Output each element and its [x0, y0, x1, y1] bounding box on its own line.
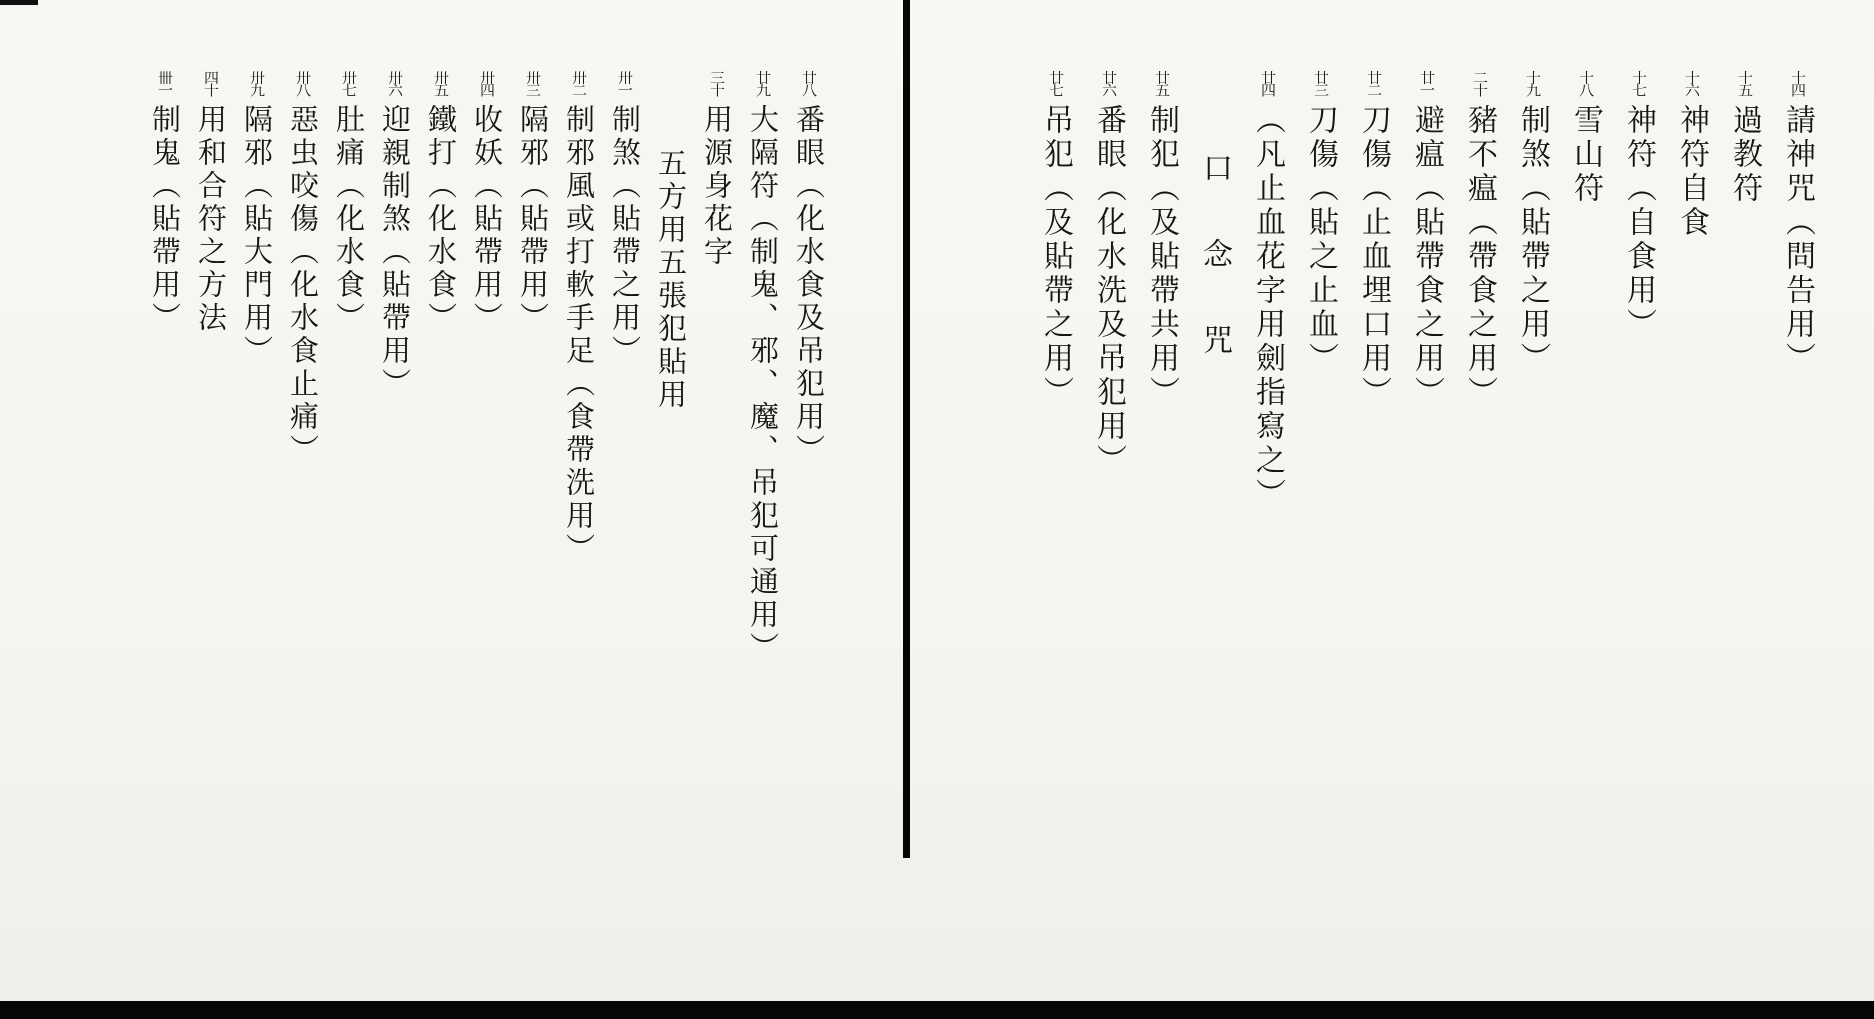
item-title: 番眼（化水食及吊犯用）: [792, 104, 824, 467]
toc-item-column: [1305, 70, 1335, 970]
toc-item-column: [1729, 70, 1759, 970]
item-title: 用和合符之方法: [194, 104, 226, 335]
toc-item-column: [609, 70, 638, 970]
toc-item-column: [1093, 70, 1123, 970]
item-number-marker: 卅九: [248, 70, 264, 96]
item-number-marker: 二十: [1471, 70, 1487, 96]
item-title: 請神咒（問告用）: [1781, 104, 1814, 376]
item-number-marker: 卅八: [294, 70, 310, 96]
toc-item-column: [149, 70, 178, 970]
toc-item-column: [1782, 70, 1812, 970]
item-number-marker: 卅六: [386, 70, 402, 96]
item-title: 番眼（化水洗及吊犯用）: [1092, 104, 1125, 478]
item-title: 刀傷（止血埋口用）: [1357, 104, 1390, 410]
item-title: 神符自食: [1675, 104, 1708, 240]
toc-item-column: [517, 70, 546, 970]
item-title: 鐵打（化水食）: [424, 104, 456, 335]
toc-item-column: [1358, 70, 1388, 970]
page-right-toc: [1002, 70, 1812, 970]
item-title: 過教符: [1728, 104, 1761, 206]
toc-item-column: [563, 70, 592, 970]
toc-item-column: [701, 70, 730, 970]
item-title: 隔邪（貼帶用）: [516, 104, 548, 335]
item-title: 隔邪（貼大門用）: [240, 104, 272, 368]
scan-bottom-edge: [0, 1001, 1874, 1019]
item-number-marker: 十七: [1630, 70, 1646, 96]
toc-item-column: [1199, 70, 1229, 970]
item-number-marker: 卅三: [524, 70, 540, 96]
item-number-marker: 卅五: [432, 70, 448, 96]
item-number-marker: 卅二: [570, 70, 586, 96]
toc-item-column: [793, 70, 822, 970]
item-number-marker: 三十: [708, 70, 724, 96]
item-title: 五方用五張犯貼用: [654, 148, 686, 412]
toc-item-column: [1570, 70, 1600, 970]
item-title: 豬不瘟（帶食之用）: [1463, 104, 1496, 410]
toc-item-column: [1464, 70, 1494, 970]
item-number-marker: 卅一: [616, 70, 632, 96]
toc-item-column: [1517, 70, 1547, 970]
item-number-marker: 卌一: [156, 70, 172, 96]
item-title: 制鬼（貼帶用）: [148, 104, 180, 335]
item-number-marker: 廿九: [754, 70, 770, 96]
toc-item-column: [655, 70, 684, 970]
item-number-marker: 十八: [1577, 70, 1593, 96]
item-title: （凡止血花字用劍指寫之）: [1251, 104, 1284, 512]
toc-item-column: [1623, 70, 1653, 970]
item-title: 口念咒: [1198, 152, 1231, 410]
item-number-marker: 廿三: [1312, 70, 1328, 96]
item-title: 肚痛（化水食）: [332, 104, 364, 335]
item-title: 制邪風或打軟手足（食帶洗用）: [562, 104, 594, 566]
item-title: 收妖（貼帶用）: [470, 104, 502, 335]
toc-item-column: [241, 70, 270, 970]
item-title: 用源身花字: [700, 104, 732, 269]
toc-item-column: [333, 70, 362, 970]
item-number-marker: 廿六: [1100, 70, 1116, 96]
toc-item-column: [1252, 70, 1282, 970]
item-number-marker: 廿七: [1047, 70, 1063, 96]
toc-item-column: [195, 70, 224, 970]
toc-item-column: [471, 70, 500, 970]
item-number-marker: 廿一: [1418, 70, 1434, 96]
toc-item-column: [1146, 70, 1176, 970]
item-title: 迎親制煞（貼帶用）: [378, 104, 410, 401]
item-title: 大隔符（制鬼、邪、魔、吊犯可通用）: [746, 104, 778, 665]
item-title: 雪山符: [1569, 104, 1602, 206]
toc-item-column: [379, 70, 408, 970]
item-title: 吊犯（及貼帶之用）: [1039, 104, 1072, 410]
page-gutter-line: [903, 0, 910, 858]
item-title: 神符（自食用）: [1622, 104, 1655, 342]
item-title: 制煞（貼帶之用）: [608, 104, 640, 368]
item-number-marker: 廿四: [1259, 70, 1275, 96]
item-number-marker: 卅七: [340, 70, 356, 96]
toc-item-column: [747, 70, 776, 970]
toc-item-column: [1411, 70, 1441, 970]
item-number-marker: 四十: [202, 70, 218, 96]
item-title: 制犯（及貼帶共用）: [1145, 104, 1178, 410]
item-number-marker: 十四: [1789, 70, 1805, 96]
toc-item-column: [1676, 70, 1706, 970]
item-number-marker: 廿五: [1153, 70, 1169, 96]
item-title: 刀傷（貼之止血）: [1304, 104, 1337, 376]
item-number-marker: 十六: [1683, 70, 1699, 96]
toc-item-column: [287, 70, 316, 970]
item-number-marker: 廿二: [1365, 70, 1381, 96]
toc-item-column: [425, 70, 454, 970]
item-number-marker: 十九: [1524, 70, 1540, 96]
page-left-toc: [32, 70, 822, 970]
item-title: 避瘟（貼帶食之用）: [1410, 104, 1443, 410]
item-number-marker: 十五: [1736, 70, 1752, 96]
item-title: 制煞（貼帶之用）: [1516, 104, 1549, 376]
toc-item-column: [1040, 70, 1070, 970]
scan-corner-artifact: [0, 0, 38, 5]
item-number-marker: 卅四: [478, 70, 494, 96]
item-number-marker: 廿八: [800, 70, 816, 96]
item-title: 惡虫咬傷（化水食止痛）: [286, 104, 318, 467]
